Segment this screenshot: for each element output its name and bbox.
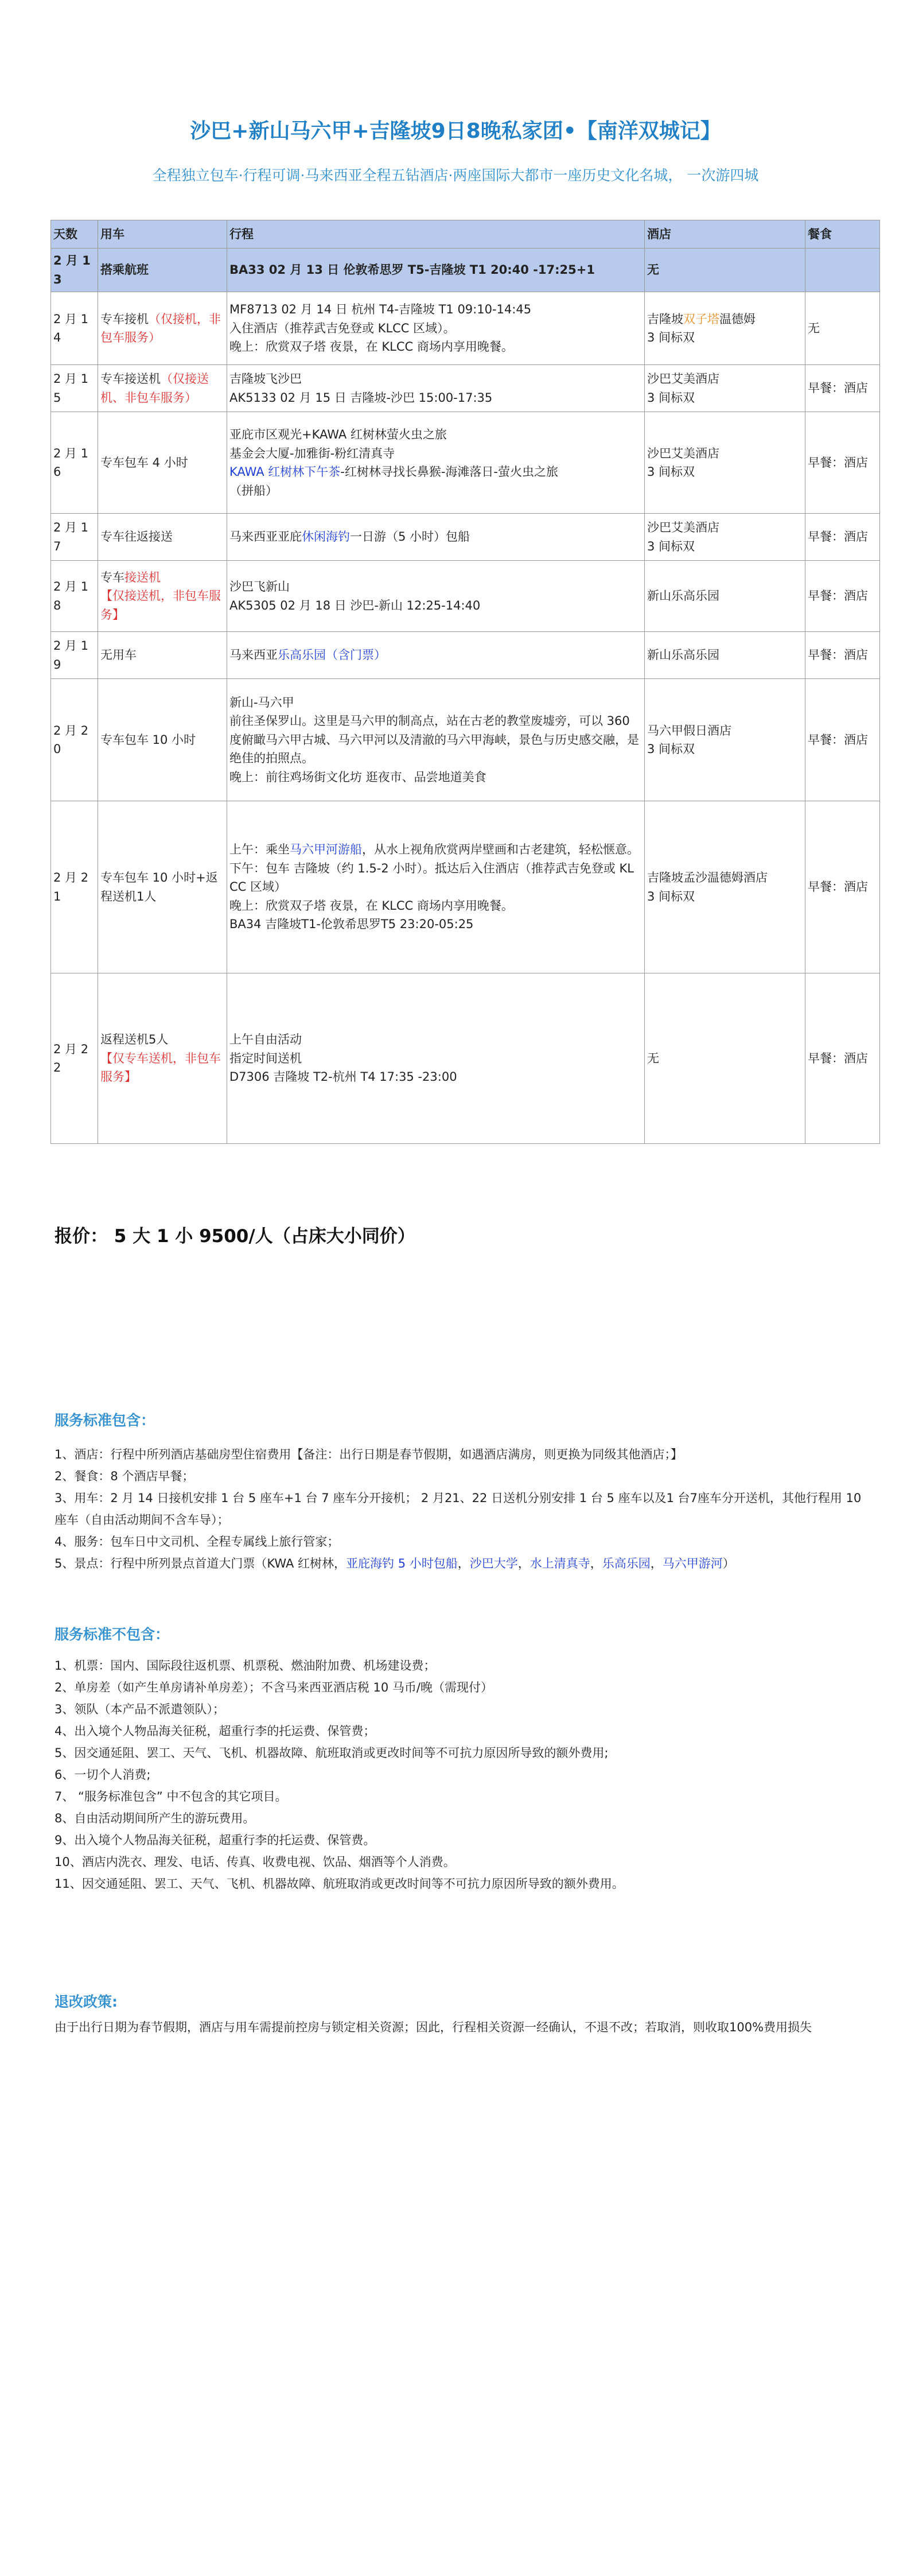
cell-line	[229, 1030, 642, 1049]
list-item	[54, 1487, 869, 1531]
text-segment: 3、用车：2 月 14 日接机安排 1 台 5 座车+1 台 7 座车分开接机； 2 月21、22 日送机分别安排 1 台 5 座车以及1 台7座车分开送机，其他行程用 10 座车（自由活动期间不含车导）；	[54, 1491, 862, 1527]
cell-line	[229, 897, 642, 915]
cell-meal: 无	[805, 292, 880, 365]
text-segment: 指定时间送机	[229, 1051, 302, 1065]
text-segment: 双子塔	[683, 312, 719, 326]
text-segment: 4、服务：包车日中文司机、全程专属线上旅行管家；	[54, 1535, 340, 1549]
cell-line	[229, 577, 642, 596]
text-segment: 亚庇海钓 5 小时包船	[346, 1557, 458, 1570]
cell-line	[229, 482, 642, 501]
cell-line	[647, 887, 803, 906]
cell-route	[227, 365, 645, 412]
cell-meal	[805, 249, 880, 292]
table-row	[51, 365, 880, 412]
list-item	[54, 1465, 869, 1487]
list-item	[54, 1553, 869, 1574]
text-segment: 3 间标双	[647, 889, 695, 903]
table-row	[51, 679, 880, 801]
list-item: 8、自由活动期间所产生的游玩费用。	[54, 1811, 255, 1825]
text-segment: 吉隆坡孟沙温德姆酒店	[647, 871, 768, 885]
refund-heading: 退改政策:	[54, 1993, 118, 2010]
cell-hotel	[645, 973, 805, 1144]
text-segment: -红树林寻找长鼻猴-海滩落日-萤火虫之旅	[340, 465, 559, 479]
text-segment: 新山乐高乐园	[647, 589, 719, 603]
table-row	[51, 632, 880, 679]
text-segment: 专车包车 10 小时	[100, 732, 196, 747]
text-segment: 新山乐高乐园	[647, 648, 719, 662]
column-header-car: 用车	[98, 220, 227, 249]
text-segment: 休闲海钓	[302, 530, 350, 544]
text-segment: 一日游（5 小时）包船	[350, 530, 470, 544]
table-row	[51, 249, 880, 292]
cell-day: 2 月 13	[51, 249, 98, 292]
cell-line	[229, 915, 642, 934]
text-segment: 吉隆坡	[647, 312, 683, 326]
text-segment: 无	[647, 1051, 659, 1065]
cell-car	[98, 801, 227, 973]
text-segment: 沙巴艾美酒店	[647, 446, 719, 460]
text-segment: 【仅专车送机，非包车服务】	[100, 1051, 221, 1084]
cell-hotel	[645, 514, 805, 561]
cell-hotel	[645, 632, 805, 679]
text-segment: 晚上：前往鸡场街文化坊 逛夜市、品尝地道美食	[229, 770, 486, 784]
cell-line	[229, 712, 642, 768]
refund-text: 由于出行日期为春节假期，酒店与用车需提前控房与锁定相关资源；因此，行程相关资源一经确认，不退不改；若取消，则收取100%费用损失	[54, 2020, 812, 2034]
text-segment: 专车包车 4 小时	[100, 455, 188, 470]
cell-hotel	[645, 292, 805, 365]
cell-line	[647, 463, 803, 482]
text-segment: MF8713 02 月 14 日 杭州 T4-吉隆坡 T1 09:10-14:45	[229, 302, 532, 317]
cell-line	[229, 1068, 642, 1087]
text-segment: 沙巴艾美酒店	[647, 372, 719, 386]
cell-line	[647, 868, 803, 887]
page-subtitle: 全程独立包车·行程可调·马来西亚全程五钻酒店·两座国际大都市一座历史文化名城， 一次游四城	[152, 167, 759, 184]
cell-route	[227, 292, 645, 365]
cell-car	[98, 292, 227, 365]
cell-car	[98, 973, 227, 1144]
text-segment: 接送机	[124, 570, 161, 584]
text-segment: 沙巴艾美酒店	[647, 521, 719, 535]
cell-meal: 早餐：酒店	[805, 632, 880, 679]
text-segment: 1、酒店：行程中所列酒店基础房型住宿费用【备注：出行日期是春节假期，如遇酒店满房，则更换为同级其他酒店；】	[54, 1448, 683, 1461]
list-item: 11、因交通延阻、罢工、天气、飞机、机器故障、航班取消或更改时间等不可抗力原因所导致的额外费用。	[54, 1877, 624, 1891]
cell-line	[229, 300, 642, 319]
cell-route	[227, 412, 645, 514]
cell-line	[647, 721, 803, 740]
table-row	[51, 561, 880, 632]
text-segment: 亚庇市区观光+KAWA 红树林萤火虫之旅	[229, 428, 447, 441]
cell-meal: 早餐：酒店	[805, 801, 880, 973]
cell-route	[227, 801, 645, 973]
cell-line	[229, 389, 642, 408]
cell-line	[229, 646, 642, 665]
text-segment: 上午自由活动	[229, 1033, 302, 1047]
text-segment: 专车往返接送	[100, 530, 173, 544]
cell-line	[647, 389, 803, 408]
cell-line	[229, 370, 642, 389]
cell-hotel	[645, 561, 805, 632]
cell-line	[229, 527, 642, 546]
cell-line	[647, 646, 803, 665]
cell-car	[98, 679, 227, 801]
text-segment: 马六甲假日酒店	[647, 723, 731, 738]
cell-car	[98, 249, 227, 292]
text-segment: 马六甲游河	[662, 1557, 723, 1570]
list-item: 6、一切个人消费;	[54, 1768, 151, 1782]
cell-meal: 早餐：酒店	[805, 973, 880, 1144]
cell-route	[227, 514, 645, 561]
list-item	[54, 1531, 869, 1553]
cell-line	[647, 370, 803, 389]
cell-hotel	[645, 249, 805, 292]
cell-day: 2 月 22	[51, 973, 98, 1144]
text-segment: 吉隆坡飞沙巴	[229, 372, 302, 386]
table-row	[51, 412, 880, 514]
cell-day: 2 月 19	[51, 632, 98, 679]
price-quote: 报价： 5 大 1 小 9500/人（占床大小同价）	[54, 1226, 415, 1247]
text-segment: 温德姆	[719, 312, 756, 326]
cell-line	[647, 444, 803, 463]
cell-meal: 早餐：酒店	[805, 412, 880, 514]
table-row	[51, 973, 880, 1144]
text-segment: 晚上：欣赏双子塔 夜景，在 KLCC 商场内享用晚餐。	[229, 340, 513, 354]
text-segment: 前往圣保罗山。这里是马六甲的制高点，站在古老的教堂废墟旁，可以 360 度俯瞰马六甲古城、马六甲河以及清澈的马六甲海峡，景色与历史感交融，是绝佳的拍照点。	[229, 714, 639, 766]
cell-line	[647, 328, 803, 347]
cell-line	[229, 261, 642, 280]
cell-meal: 早餐：酒店	[805, 561, 880, 632]
list-item: 7、 “服务标准包含” 中不包含的其它项目。	[54, 1790, 287, 1803]
cell-route	[227, 973, 645, 1144]
list-item	[54, 1444, 869, 1465]
cell-day: 2 月 14	[51, 292, 98, 365]
text-segment: KAWA 红树林下午茶	[229, 465, 341, 479]
text-segment: ，从水上视角欣赏两岸壁画和古老建筑，轻松惬意。	[362, 843, 639, 857]
cell-line	[229, 319, 642, 338]
text-segment: 下午：包车 吉隆坡（约 1.5-2 小时）。抵达后入住酒店（推荐武吉免登或 KLCC 区域）	[229, 861, 634, 894]
text-segment: 返程送机5人	[100, 1033, 169, 1047]
text-segment: 5、景点：行程中所列景点首道大门票（KWA 红树林，	[54, 1557, 347, 1570]
page-title: 沙巴+新山马六甲+吉隆坡9日8晚私家团•【南洋双城记】	[190, 119, 721, 143]
text-segment: 专车接送机	[100, 372, 161, 386]
text-segment: 专车接机	[100, 312, 149, 326]
text-segment: 搭乘航班	[100, 263, 149, 277]
text-segment: 基金会大厦-加雅街-粉红清真寺	[229, 446, 395, 460]
cell-line	[229, 840, 642, 859]
text-segment: 乐高乐园（含门票）	[278, 648, 386, 662]
text-segment: AK5133 02 月 15 日 吉隆坡-沙巴 15:00-17:35	[229, 390, 493, 405]
cell-route	[227, 249, 645, 292]
cell-meal: 早餐：酒店	[805, 365, 880, 412]
text-segment: 马来西亚亚庇	[229, 530, 302, 544]
table-header-row	[51, 220, 880, 249]
text-segment: 乐高乐园	[602, 1557, 651, 1570]
excluded-list	[54, 1655, 869, 1895]
cell-hotel	[645, 801, 805, 973]
cell-line	[647, 518, 803, 537]
list-item: 10、酒店内洗衣、理发、电话、传真、收费电视、饮品、烟酒等个人消费。	[54, 1855, 456, 1869]
text-segment: 2、餐食：8 个酒店早餐；	[54, 1469, 194, 1483]
text-segment: 无	[647, 263, 659, 277]
cell-car	[98, 561, 227, 632]
text-segment: ）	[722, 1557, 735, 1570]
cell-day: 2 月 15	[51, 365, 98, 412]
cell-line	[229, 425, 642, 444]
list-item: 4、出入境个人物品海关征税，超重行李的托运费、保管费；	[54, 1724, 376, 1738]
text-segment: （拼船）	[229, 483, 278, 498]
list-item: 3、领队（本产品不派遣领队）；	[54, 1702, 225, 1716]
excluded-heading: 服务标准不包含：	[54, 1626, 170, 1643]
text-segment: 马六甲河游船	[290, 843, 362, 857]
text-segment: 水上清真寺	[530, 1557, 590, 1570]
text-segment: D7306 吉隆坡 T2-杭州 T4 17:35 -23:00	[229, 1070, 457, 1084]
text-segment: BA34 吉隆坡T1-伦敦希思罗T5 23:20-05:25	[229, 917, 474, 932]
table-row	[51, 514, 880, 561]
cell-meal: 早餐：酒店	[805, 514, 880, 561]
cell-line	[229, 444, 642, 463]
cell-route	[227, 679, 645, 801]
table-row	[51, 801, 880, 973]
cell-hotel	[645, 679, 805, 801]
cell-hotel	[645, 412, 805, 514]
cell-line	[229, 463, 642, 482]
cell-line	[647, 587, 803, 606]
included-heading: 服务标准包含：	[54, 1412, 155, 1429]
included-list	[54, 1444, 869, 1574]
cell-car	[98, 412, 227, 514]
cell-line	[647, 740, 803, 759]
cell-route	[227, 561, 645, 632]
list-item: 1、机票：国内、国际段往返机票、机票税、燃油附加费、机场建设费；	[54, 1659, 436, 1673]
table-row	[51, 292, 880, 365]
cell-day: 2 月 18	[51, 561, 98, 632]
text-segment: AK5305 02 月 18 日 沙巴-新山 12:25-14:40	[229, 598, 481, 612]
text-segment: 3 间标双	[647, 742, 695, 756]
cell-line	[229, 1049, 642, 1068]
cell-car	[98, 632, 227, 679]
cell-line	[229, 859, 642, 897]
text-segment: 3 间标双	[647, 331, 695, 345]
cell-line	[647, 261, 803, 280]
text-segment: 上午：乘坐	[229, 843, 290, 857]
text-segment: （仅接机，非包车服务）	[100, 312, 221, 345]
list-item: 5、因交通延阻、罢工、天气、飞机、机器故障、航班取消或更改时间等不可抗力原因所导致的额外费用;	[54, 1746, 609, 1760]
cell-line	[647, 1049, 803, 1068]
text-segment: （仅接送机、非包车服务）	[100, 372, 209, 405]
column-header-day: 天数	[51, 220, 98, 249]
cell-line	[229, 693, 642, 712]
cell-meal: 早餐：酒店	[805, 679, 880, 801]
cell-route	[227, 632, 645, 679]
cell-day: 2 月 16	[51, 412, 98, 514]
text-segment: ，	[590, 1557, 602, 1570]
column-header-route: 行程	[227, 220, 645, 249]
cell-car	[98, 514, 227, 561]
cell-day: 2 月 21	[51, 801, 98, 973]
text-segment: 3 间标双	[647, 390, 695, 405]
text-segment: 沙巴大学	[469, 1557, 518, 1570]
cell-line	[647, 537, 803, 556]
text-segment: 晚上：欣赏双子塔 夜景，在 KLCC 商场内享用晚餐。	[229, 898, 513, 913]
text-segment: 3 间标双	[647, 465, 695, 479]
text-segment: 新山-马六甲	[229, 695, 294, 709]
list-item: 2、单房差（如产生单房请补单房差）；不含马来西亚酒店税 10 马币/晚（需现付）	[54, 1681, 493, 1694]
cell-line	[647, 310, 803, 329]
itinerary-table	[50, 220, 880, 1144]
column-header-hotel: 酒店	[645, 220, 805, 249]
list-item: 9、出入境个人物品海关征税，超重行李的托运费、保管费。	[54, 1833, 376, 1847]
cell-car	[98, 365, 227, 412]
text-segment: 【仅接送机，非包车服务】	[100, 589, 221, 622]
cell-line	[229, 337, 642, 356]
text-segment: 入住酒店（推荐武吉免登或 KLCC 区域）。	[229, 321, 456, 335]
column-header-meal: 餐食	[805, 220, 880, 249]
cell-line	[229, 768, 642, 787]
cell-line	[229, 596, 642, 615]
text-segment: ，	[457, 1557, 470, 1570]
text-segment: 沙巴飞新山	[229, 580, 290, 594]
cell-day: 2 月 20	[51, 679, 98, 801]
cell-day: 2 月 17	[51, 514, 98, 561]
text-segment: 无用车	[100, 648, 137, 662]
cell-hotel	[645, 365, 805, 412]
text-segment: BA33 02 月 13 日 伦敦希思罗 T5-吉隆坡 T1 20:40 -17:25+1	[229, 263, 595, 277]
text-segment: ，	[517, 1557, 530, 1570]
text-segment: 专车包车 10 小时+返程送机1人	[100, 871, 218, 903]
text-segment: ，	[650, 1557, 663, 1570]
text-segment: 3 间标双	[647, 539, 695, 553]
text-segment: 马来西亚	[229, 648, 278, 662]
text-segment: 专车	[100, 570, 124, 584]
